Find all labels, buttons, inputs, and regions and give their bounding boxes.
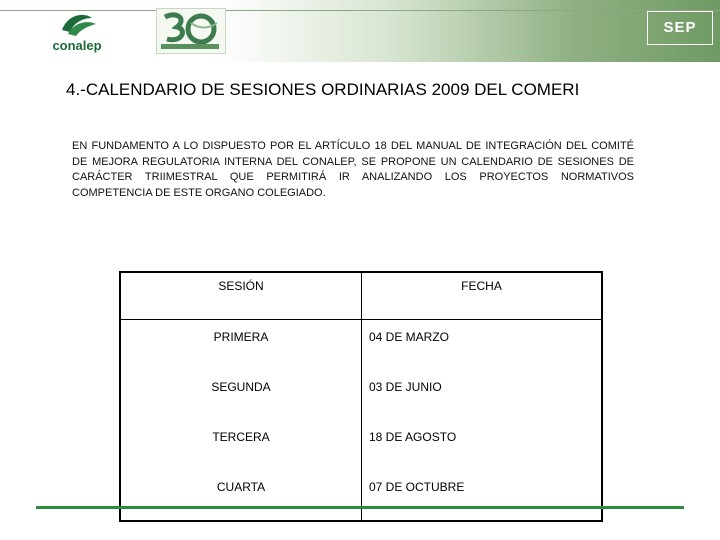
sessions-table — [119, 271, 603, 522]
table-header-row — [120, 272, 602, 320]
conalep-emblem-icon — [38, 8, 116, 38]
footer-divider — [36, 506, 684, 509]
header-date: FECHA — [362, 272, 603, 320]
table-row — [120, 370, 602, 420]
intro-paragraph: EN FUNDAMENTO A LO DISPUESTO POR EL ARTÍCULO 18 DEL MANUAL DE INTEGRACIÓN DEL COMITÉ DE MEJORA REGULATORIA INTERNA DEL CONALEP, SE PROPONE UN CALENDARIO DE SESIONES DE CARÁCTER TRIIMESTRAL QUE PERMITIRÁ IR ANALIZANDO LOS PROYECTOS NORMATIVOS COMPETENCIA DE ESTE ORGANO COLEGIADO. — [72, 140, 634, 199]
session-cell: CUARTA — [120, 470, 362, 521]
header-session: SESIÓN — [120, 272, 362, 320]
session-cell: SEGUNDA — [120, 370, 362, 420]
date-cell: 07 DE OCTUBRE — [362, 470, 603, 521]
date-cell: 18 DE AGOSTO — [362, 420, 603, 470]
date-cell: 04 DE MARZO — [362, 320, 603, 371]
anniversary-logo — [156, 8, 226, 54]
date-cell: 03 DE JUNIO — [362, 370, 603, 420]
table-row — [120, 420, 602, 470]
session-cell: PRIMERA — [120, 320, 362, 371]
sep-logo: SEP — [647, 11, 713, 45]
session-cell: TERCERA — [120, 420, 362, 470]
anniversary-30-icon — [157, 9, 225, 49]
conalep-logo — [38, 8, 116, 52]
conalep-logo-text: conalep — [52, 38, 102, 53]
anniversary-banner — [161, 44, 219, 49]
table-row — [120, 470, 602, 521]
page-title: 4.-CALENDARIO DE SESIONES ORDINARIAS 2009 DEL COMERI — [66, 80, 580, 99]
table-row — [120, 320, 602, 371]
